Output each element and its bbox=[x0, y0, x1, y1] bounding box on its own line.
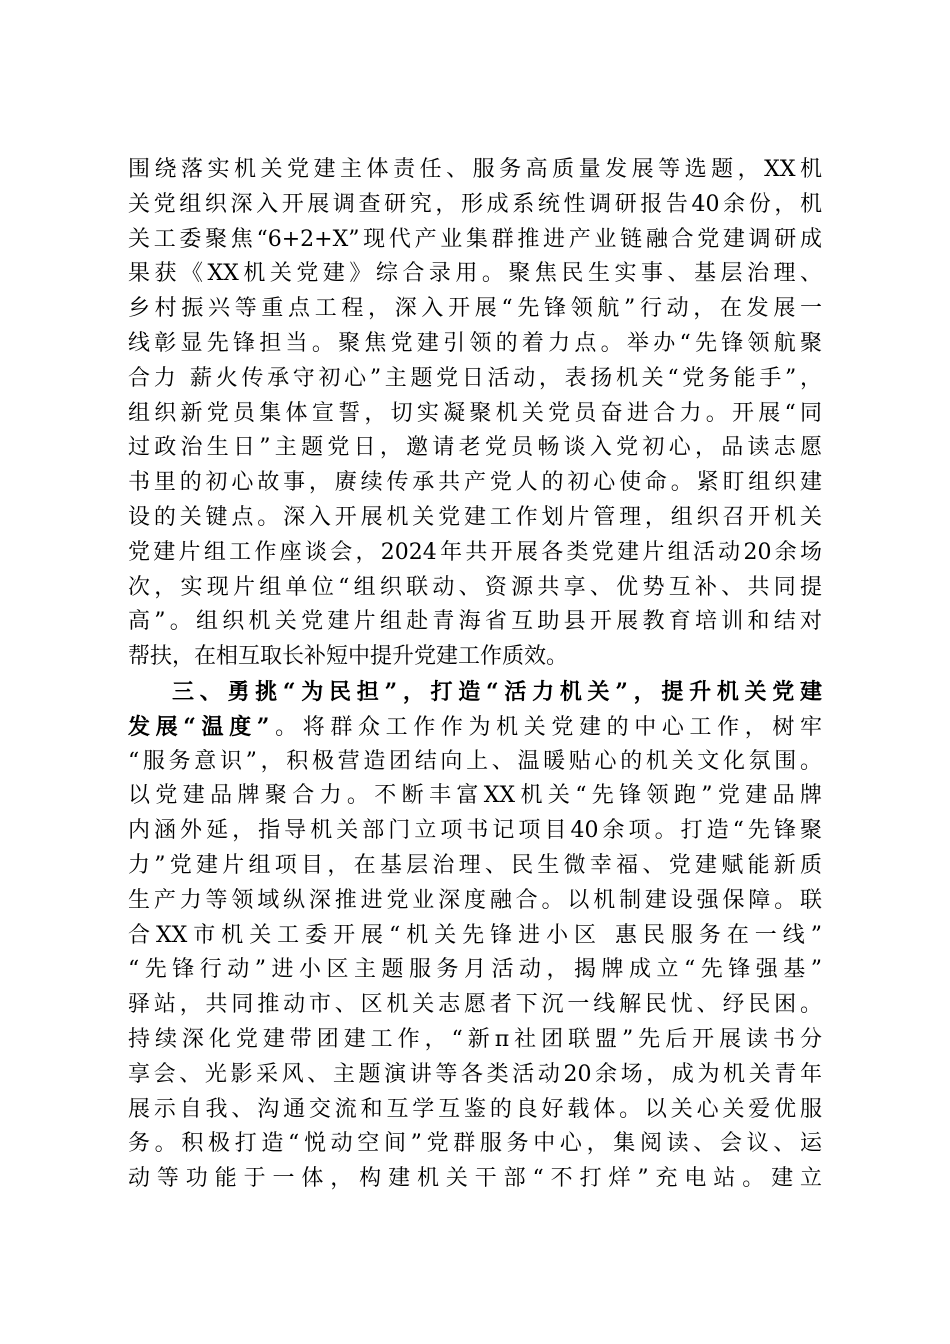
paragraph-line: 乡村振兴等重点工程，深入开展“先锋领航”行动，在发展一 bbox=[128, 296, 822, 322]
paragraph-line: 关党组织深入开展调查研究，形成系统性调研报告40余份，机 bbox=[128, 191, 822, 217]
paragraph-line: 设的关键点。深入开展机关党建工作划片管理，组织召开机关 bbox=[128, 504, 822, 530]
paragraph-line: 次，实现片组单位“组织联动、资源共享、优势互补、共同提 bbox=[128, 574, 822, 600]
paragraph-line: 动等功能于一体，构建机关干部“不打烊”充电站。建立 bbox=[128, 1166, 822, 1192]
paragraph-line: 线彰显先锋担当。聚焦党建引领的着力点。举办“先锋领航聚 bbox=[128, 330, 822, 356]
paragraph-line: 高”。组织机关党建片组赴青海省互助县开展教育培训和结对 bbox=[128, 609, 822, 635]
paragraph-line: 驿站，共同推动市、区机关志愿者下沉一线解民忧、纾民困。 bbox=[128, 992, 822, 1018]
document-body bbox=[128, 153, 822, 1197]
paragraph-line: 书里的初心故事，赓续传承共产党人的初心使命。紧盯组织建 bbox=[128, 470, 822, 496]
paragraph-line: “先锋行动”进小区主题服务月活动，揭牌成立“先锋强基” bbox=[128, 957, 822, 983]
paragraph-line: 过政治生日”主题党日，邀请老党员畅谈入党初心，品读志愿 bbox=[128, 435, 822, 461]
paragraph-line: 展示自我、沟通交流和互学互鉴的良好载体。以关心关爱优服 bbox=[128, 1096, 822, 1122]
paragraph-line: 务。积极打造“悦动空间”党群服务中心，集阅读、会议、运 bbox=[128, 1131, 822, 1157]
paragraph-line: 以党建品牌聚合力。不断丰富XX机关“先锋领跑”党建品牌 bbox=[128, 783, 822, 809]
paragraph-line: 果获《XX机关党建》综合录用。聚焦民生实事、基层治理、 bbox=[128, 261, 822, 287]
section-heading-tail: 发展“温度” bbox=[128, 713, 270, 740]
paragraph-line: 组织新党员集体宣誓，切实凝聚机关党员奋进合力。开展“同 bbox=[128, 400, 822, 426]
paragraph-line: 帮扶，在相互取长补短中提升党建工作质效。 bbox=[128, 644, 569, 670]
paragraph-line: 内涵外延，指导机关部门立项书记项目40余项。打造“先锋聚 bbox=[128, 818, 822, 844]
paragraph-line: 党建片组工作座谈会，2024年共开展各类党建片组活动20余场 bbox=[128, 539, 822, 565]
section-heading: 三、勇挑“为民担”，打造“活力机关”，提升机关党建 bbox=[172, 678, 822, 705]
paragraph-line: 生产力等领域纵深推进党业深度融合。以机制建设强保障。联 bbox=[128, 887, 822, 913]
section-heading-continued bbox=[128, 710, 822, 745]
paragraph-line: 合力 薪火传承守初心”主题党日活动，表扬机关“党务能手”， bbox=[128, 365, 822, 391]
paragraph-line: 围绕落实机关党建主体责任、服务高质量发展等选题，XX机 bbox=[128, 157, 822, 182]
paragraph-text: 。将群众工作作为机关党建的中心工作，树牢 bbox=[269, 714, 822, 740]
paragraph-line: 关工委聚焦“6+2+X”现代产业集群推进产业链融合党建调研成 bbox=[128, 226, 822, 252]
paragraph-line: 享会、光影采风、主题演讲等各类活动20余场，成为机关青年 bbox=[128, 1061, 822, 1087]
paragraph-line: 持续深化党建带团建工作，“新π社团联盟”先后开展读书分 bbox=[128, 1026, 822, 1052]
paragraph-line: 合XX市机关工委开展“机关先锋进小区 惠民服务在一线” bbox=[128, 922, 822, 948]
paragraph-line: “服务意识”，积极营造团结向上、温暖贴心的机关文化氛围。 bbox=[128, 748, 822, 774]
paragraph-line: 力”党建片组项目，在基层治理、民生微幸福、党建赋能新质 bbox=[128, 852, 822, 878]
